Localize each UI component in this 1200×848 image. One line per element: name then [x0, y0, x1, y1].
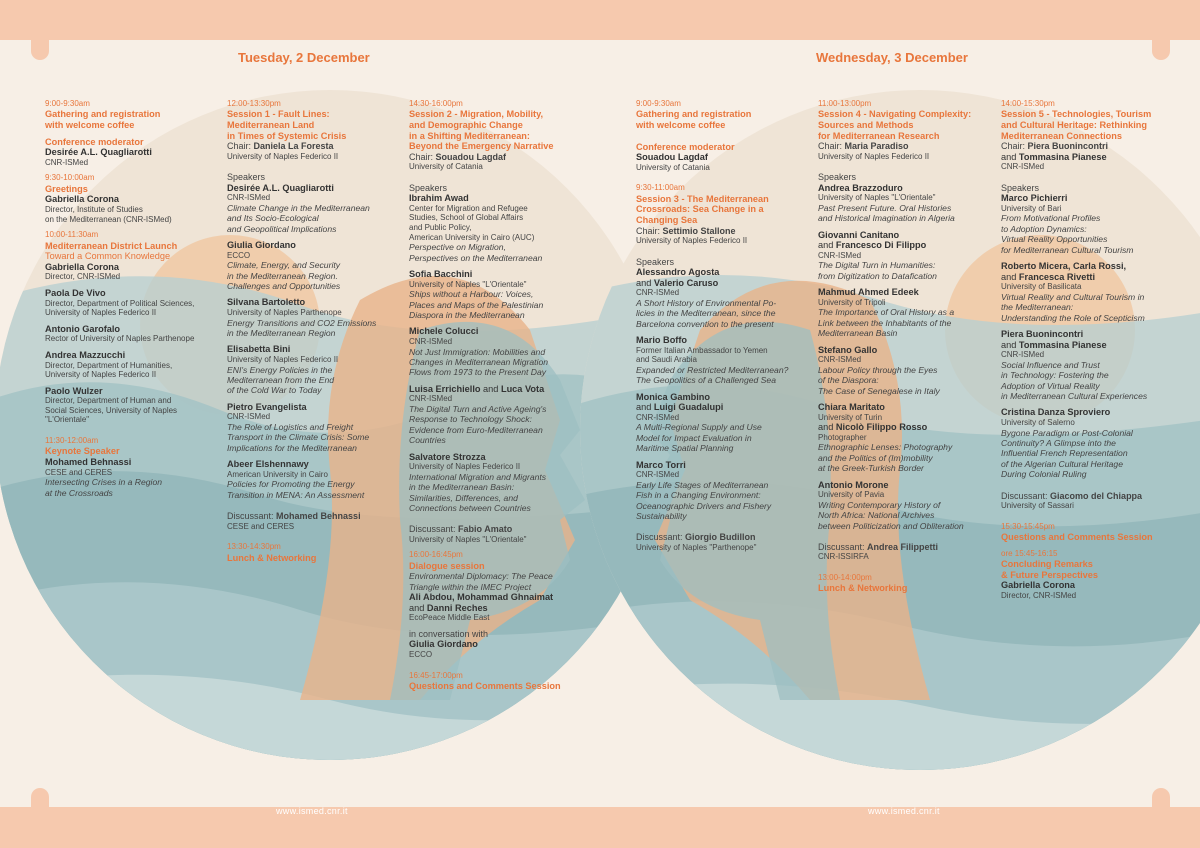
speaker-affiliation: University of Basilicata — [1001, 282, 1082, 292]
speaker-names: and Francesca Rivetti — [1001, 271, 1095, 282]
speaker-name: Chiara Maritato — [818, 402, 885, 412]
chair-name: Souadou Lagdaf — [435, 151, 507, 162]
talk-title: from Digitization to Datafication — [818, 270, 937, 281]
speaker-name: Mohamed Behnassi — [45, 457, 132, 468]
speaker-name: Roberto Micera, Carla Rossi, — [1001, 261, 1127, 271]
speaker-names: and Nicolò Filippo Rosso — [818, 422, 928, 433]
chair-name: Daniela La Foresta — [253, 141, 334, 152]
chair-affiliation: University of Naples Federico II — [636, 235, 748, 245]
chair-line: Chair: Souadou Lagdaf — [409, 151, 507, 162]
speaker-name: Mahmud Ahmed Edeek — [818, 287, 919, 298]
session-title: Gathering and registration — [636, 109, 752, 120]
speakers-label: Speakers — [818, 172, 857, 183]
talk-title: in the Mediterranean Basin: — [409, 482, 515, 493]
speaker-affiliation: University of Turin — [818, 412, 883, 422]
session-title: with welcome coffee — [636, 120, 726, 130]
talk-title: Transport in the Climate Crisis: Some — [227, 432, 370, 443]
talk-title: in the Mediterranean Region. — [227, 270, 338, 281]
talk-title: of the Cold War to Today — [227, 385, 322, 396]
talk-title: Climate, Energy, and Security — [227, 260, 341, 271]
chair-name: Settimio Stallone — [662, 225, 736, 236]
speaker-affiliation: CNR-ISMed — [818, 250, 862, 260]
session-title: for Mediterranean Research — [818, 130, 940, 141]
session-title: Questions and Comments Session — [1001, 532, 1153, 543]
speaker-name: Pietro Evangelista — [227, 401, 307, 412]
chair-name: Piera Buonincontri — [1027, 141, 1109, 152]
talk-title: in Mediterranean Cultural Experiences — [1001, 391, 1148, 401]
discussant-line: Discussant: Fabio Amato — [409, 524, 513, 535]
speaker-affiliation: Director, CNR-ISMed — [45, 272, 121, 282]
discussant-line: Discussant: Andrea Filippetti — [818, 542, 939, 552]
talk-title: Maritime Spatial Planning — [636, 443, 734, 454]
speakers-label: Speakers — [636, 256, 675, 267]
speaker-affiliation: Director, Department of Political Sciences, — [45, 298, 195, 308]
talk-title: Climate Change in the Mediterranean — [227, 202, 370, 213]
speaker-affiliation: Director, Department of Human and — [45, 396, 172, 406]
speaker-affiliation: University of Naples "L'Orientale" — [409, 279, 527, 289]
talk-title: Mediterranean from the End — [227, 375, 335, 385]
talk-title: The Digital Turn in Humanities: — [818, 260, 936, 271]
discussant-affiliation: CNR-ISSIRFA — [818, 552, 869, 562]
talk-title: The Role of Logistics and Freight — [227, 422, 354, 432]
discussant-line: Discussant: Giacomo del Chiappa — [1001, 490, 1143, 501]
speaker-name: Piera Buonincontri — [1001, 329, 1084, 339]
talk-title: Writing Contemporary History of — [818, 499, 941, 510]
session-title: Beyond the Emergency Narrative — [409, 141, 554, 152]
talk-title: During Colonial Ruling — [1001, 469, 1087, 480]
speaker-name: Monica Gambino — [636, 391, 711, 402]
speaker-affiliation: University of Bari — [1001, 203, 1062, 213]
speaker-affiliation: Studies, School of Global Affairs — [409, 213, 524, 223]
speaker-names: and Tommasina Pianese — [1001, 151, 1107, 162]
session-title: Greetings — [45, 183, 88, 194]
speaker-name: Paola De Vivo — [45, 287, 106, 298]
talk-title: Connections between Countries — [409, 503, 531, 513]
moderator-affiliation: CNR-ISMed — [45, 157, 89, 167]
session-title: Session 3 - The Mediterranean — [636, 193, 769, 204]
talk-title: Virtual Reality Opportunities — [1001, 234, 1108, 245]
session-time: 13:00-14:00pm — [818, 573, 872, 582]
discussant-affiliation: CESE and CERES — [227, 521, 295, 531]
talk-title: in Technology: Fostering the — [1001, 370, 1109, 381]
session-title: & Future Perspectives — [1001, 569, 1099, 580]
speaker-name: Marco Pichierri — [1001, 193, 1068, 204]
speaker-name: Gabriella Corona — [45, 261, 120, 272]
discussant-line: Discussant: Giorgio Budillon — [636, 532, 756, 543]
session-title: Questions and Comments Session — [409, 681, 561, 691]
talk-title: of the Algerian Cultural Heritage — [1001, 458, 1123, 469]
speaker-name: Marco Torri — [636, 459, 686, 470]
session-time: 11:00-13:00pm — [818, 99, 872, 108]
session-time: 12:00-13:30pm — [227, 99, 281, 108]
moderator-label: Conference moderator — [45, 136, 144, 147]
session-title: Session 2 - Migration, Mobility, — [409, 109, 544, 120]
speaker-name: Giulia Giordano — [227, 240, 296, 250]
talk-title: Understanding the Role of Scepticism — [1001, 312, 1145, 323]
speaker-affiliation: ECCO — [409, 650, 433, 659]
session-title: Session 5 - Technologies, Tourism — [1001, 109, 1152, 120]
session-title: Session 1 - Fault Lines: — [227, 109, 330, 120]
session-time: 16:45-17:00pm — [409, 670, 463, 680]
speaker-affiliation: University of Naples Federico II — [227, 355, 339, 364]
talk-title: Expanded or Restricted Mediterranean? — [636, 364, 789, 375]
talk-title: between Politicization and Obliteration — [818, 520, 964, 531]
conversation-label: in conversation with — [409, 629, 489, 639]
session-title: and Demographic Change — [409, 120, 523, 130]
speaker-name: Paolo Wulzer — [45, 385, 103, 396]
session-title: Lunch & Networking — [227, 552, 317, 563]
talk-title: at the Crossroads — [45, 487, 113, 498]
talk-title: International Migration and Migrants — [409, 471, 547, 482]
chair-line: Chair: Piera Buonincontri — [1001, 141, 1109, 152]
speaker-affiliation: CNR-ISMed — [1001, 350, 1045, 360]
talk-title: licies in the Mediterranean, since the — [636, 308, 776, 319]
talk-title: Diaspora in the Mediterranean — [409, 309, 525, 320]
day-title-wednesday: Wednesday, 3 December — [816, 50, 968, 65]
talk-title: at the Greek-Turkish Border — [818, 463, 924, 474]
talk-title: Places and Maps of the Palestinian — [409, 299, 544, 310]
session-title: Dialogue session — [409, 560, 485, 571]
session-title: Gathering and registration — [45, 109, 161, 120]
speaker-name: Alessandro Agosta — [636, 266, 720, 277]
chair-name: Maria Paradiso — [844, 141, 909, 152]
discussant-line: Discussant: Mohamed Behnassi — [227, 511, 361, 522]
session-time: 13:30-14:30pm — [227, 542, 281, 552]
talk-title: ENI's Energy Policies in the — [227, 364, 333, 375]
session-time: 15:30-15:45pm — [1001, 521, 1055, 531]
talk-title: Labour Policy through the Eyes — [818, 364, 938, 375]
session-title: Changing Sea — [636, 214, 698, 225]
session-time: 14:30-16:00pm — [409, 99, 463, 108]
talk-title: North Africa: National Archives — [818, 510, 935, 521]
speaker-affiliation: University of Naples Federico II — [45, 370, 157, 380]
talk-title: Flows from 1973 to the Present Day — [409, 367, 547, 378]
chair-line: Chair: Maria Paradiso — [818, 141, 909, 152]
speaker-name: Silvana Bartoletto — [227, 297, 306, 308]
session-subtitle: Toward a Common Knowledge — [45, 251, 171, 262]
speaker-affiliation: and Public Policy, — [409, 222, 472, 232]
talk-title: Early Life Stages of Mediterranean — [636, 479, 769, 490]
speaker-name: Cristina Danza Sproviero — [1001, 407, 1111, 418]
speaker-affiliation: University of Salerno — [1001, 418, 1075, 427]
speaker-affiliation: University of Tripoli — [818, 297, 886, 307]
speaker-affiliation: CNR-ISMed — [636, 470, 680, 480]
speaker-name: Desirée A.L. Quagliarotti — [227, 182, 334, 193]
speakers-label: Speakers — [409, 182, 448, 193]
speaker-affiliation: University of Pavia — [818, 490, 885, 500]
tuesday-morning-column — [45, 99, 220, 498]
session-time: 9:00-9:30am — [636, 99, 681, 108]
talk-title: Environmental Diplomacy: The Peace — [409, 571, 553, 582]
speaker-name: Sofia Bacchini — [409, 268, 473, 279]
discussant-name: Fabio Amato — [458, 524, 513, 535]
session-title: and Cultural Heritage: Rethinking — [1001, 120, 1147, 130]
talk-title: Challenges and Opportunities — [227, 281, 341, 291]
speaker-affiliation: CNR-ISMed — [409, 336, 453, 346]
talk-title: Policies for Promoting the Energy — [227, 479, 355, 490]
talk-title: A Multi-Regional Supply and Use — [636, 422, 762, 433]
tuesday-session2-column — [409, 99, 594, 692]
session-time: 11:30-12:00am — [45, 436, 99, 446]
speaker-affiliation: CESE and CERES — [45, 467, 113, 477]
speakers-label: Speakers — [227, 172, 266, 183]
session-time: ore 15:45-16:15 — [1001, 548, 1058, 558]
speaker-affiliation: American University in Cairo — [227, 469, 328, 479]
talk-title: Fish in a Changing Environment: — [636, 490, 761, 501]
speaker-names: Luisa Errichiello and Luca Vota — [409, 383, 545, 394]
wednesday-session4-column — [818, 99, 998, 594]
speaker-name: Antonio Morone — [818, 479, 889, 490]
speaker-name: Gabriella Corona — [45, 194, 120, 205]
chair-affiliation: University of Naples Federico II — [818, 151, 930, 161]
talk-title: Changes in Mediterranean Migration — [409, 356, 549, 367]
talk-title: of the Diaspora: — [818, 375, 879, 386]
talk-title: Countries — [409, 435, 446, 446]
speaker-affiliation: University of Naples Federico II — [409, 462, 521, 472]
wednesday-session5-column — [1001, 99, 1189, 600]
speaker-name: Michele Colucci — [409, 326, 479, 337]
session-time: 9:30-11:00am — [636, 183, 685, 193]
speaker-affiliation: University of Naples Parthenope — [227, 308, 342, 317]
talk-title: and the Politics of (Im)mobility — [818, 452, 933, 463]
session-title: Mediterranean Land — [227, 120, 315, 130]
speaker-names: and Francesco Di Filippo — [818, 240, 927, 251]
speaker-name: Abeer Elshennawy — [227, 459, 309, 470]
talk-title: Not Just Immigration: Mobilities and — [409, 346, 546, 357]
moderator-affiliation: University of Catania — [636, 162, 710, 172]
speaker-name: Ali Abdou, Mohammad Ghnaimat — [409, 592, 554, 603]
talk-title: Response to Technology Shock: — [409, 414, 532, 425]
speaker-affiliation: CNR-ISMed — [636, 288, 680, 298]
talk-title: Energy Transitions and CO2 Emissions — [227, 317, 377, 328]
speaker-affiliation: CNR-ISMed — [636, 412, 680, 422]
talk-title: Similarities, Differences, and — [409, 492, 518, 503]
wednesday-session3-column — [636, 99, 808, 552]
speaker-affiliation: Director, Institute of Studies — [45, 204, 143, 214]
session-title: Concluding Remarks — [1001, 559, 1093, 570]
session-title: Lunch & Networking — [818, 583, 908, 594]
speaker-name: Andrea Mazzucchi — [45, 349, 126, 360]
footer-url-right: www.ismed.cnr.it — [868, 806, 940, 816]
talk-title: and Historical Imagination in Algeria — [818, 213, 955, 224]
discussant-affiliation: University of Naples "Parthenope" — [636, 542, 757, 552]
speaker-affiliation: Rector of University of Naples Parthenope — [45, 334, 195, 344]
speaker-name: Salvatore Strozza — [409, 451, 486, 462]
talk-title: Intersecting Crises in a Region — [45, 477, 163, 488]
session-title: Keynote Speaker — [45, 446, 120, 457]
talk-title: Link between the Inhabitants of the — [818, 317, 952, 328]
footer-url-left: www.ismed.cnr.it — [276, 806, 348, 816]
speaker-affiliation: and Saudi Arabia — [636, 355, 697, 365]
session-title: Crossroads: Sea Change in a — [636, 204, 764, 215]
talk-title: Model for Impact Evaluation in — [636, 432, 752, 443]
speaker-names: and Luigi Guadalupi — [636, 402, 724, 413]
chair-line: Chair: Settimio Stallone — [636, 225, 736, 236]
discussant-name: Mohamed Behnassi — [276, 511, 361, 522]
speaker-name: Antonio Garofalo — [45, 323, 121, 334]
talk-title: Triangle within the IMEC Project — [409, 581, 532, 592]
speaker-affiliation: Director, CNR-ISMed — [1001, 590, 1077, 600]
talk-title: Implications for the Mediterranean — [227, 442, 357, 453]
chair-line: Chair: Daniela La Foresta — [227, 141, 334, 152]
moderator-label: Conference moderator — [636, 141, 735, 152]
speaker-name: Elisabetta Bini — [227, 344, 291, 355]
speaker-affiliation: Photographer — [818, 432, 867, 442]
chair-affiliation: CNR-ISMed — [1001, 162, 1045, 172]
speaker-name: Gabriella Corona — [1001, 580, 1076, 591]
talk-title: Adoption of Virtual Reality — [1001, 380, 1100, 391]
talk-title: Oceanographic Drivers and Fishery — [636, 500, 772, 511]
session-time: 16:00-16:45pm — [409, 550, 463, 560]
speaker-affiliation: Former Italian Ambassador to Yemen — [636, 345, 768, 355]
speaker-names: and Tommasina Pianese — [1001, 339, 1107, 350]
talk-title: The Digital Turn and Active Ageing's — [409, 403, 547, 414]
session-title: with welcome coffee — [45, 120, 135, 130]
speaker-affiliation: American University in Cairo (AUC) — [409, 232, 535, 242]
talk-title: Perspective on Migration, — [409, 242, 506, 253]
speaker-affiliation: EcoPeace Middle East — [409, 613, 490, 623]
speaker-name: Mario Boffo — [636, 334, 688, 345]
speaker-name: Ibrahim Awad — [409, 193, 469, 204]
talk-title: Transition in MENA: An Assessment — [227, 489, 365, 500]
talk-title: to Adoption Dynamics: — [1001, 223, 1087, 234]
speaker-name: Giulia Giordano — [409, 639, 478, 650]
talk-title: The Importance of Oral History as a — [818, 307, 955, 318]
talk-title: A Short History of Environmental Po- — [636, 297, 777, 308]
speaker-name: Giovanni Canitano — [818, 229, 900, 240]
discussant-affiliation: University of Naples "L'Orientale" — [409, 534, 527, 544]
moderator-name: Desirée A.L. Quagliarotti — [45, 147, 152, 158]
talk-title: Social Influence and Trust — [1001, 359, 1100, 370]
speaker-name: Andrea Brazzoduro — [818, 182, 903, 193]
session-title: Session 4 - Navigating Complexity: — [818, 109, 972, 120]
speaker-affiliation: Center for Migration and Refugee — [409, 203, 528, 213]
talk-title: From Motivational Profiles — [1001, 213, 1101, 224]
talk-title: and Its Socio-Ecological — [227, 213, 319, 224]
talk-title: for Mediterranean Cultural Tourism — [1001, 244, 1134, 255]
discussant-name: Giorgio Budillon — [685, 532, 756, 543]
tuesday-session1-column — [227, 99, 405, 563]
talk-title: The Geopolitics of a Challenged Sea — [636, 375, 776, 386]
speaker-affiliation: CNR-ISMed — [818, 355, 862, 365]
session-title: in Times of Systemic Crisis — [227, 130, 347, 141]
speaker-affiliation: CNR-ISMed — [227, 412, 271, 422]
session-time: 9:30-10:00am — [45, 173, 95, 183]
speaker-names: and Danni Reches — [409, 602, 488, 613]
talk-title: Barcelona convention to the present — [636, 318, 774, 329]
speaker-affiliation: Social Sciences, University of Naples — [45, 405, 178, 415]
speaker-affiliation: CNR-ISMed — [409, 394, 453, 404]
speaker-affiliation: University of Naples "L'Orientale" — [818, 193, 936, 203]
session-title: Mediterranean Connections — [1001, 130, 1122, 141]
talk-title: Virtual Reality and Cultural Tourism in — [1001, 291, 1145, 302]
discussant-affiliation: University of Sassari — [1001, 501, 1074, 511]
talk-title: Continuity? A Glimpse into the — [1001, 438, 1116, 448]
session-title: Sources and Methods — [818, 120, 914, 130]
session-title: in a Shifting Mediterranean: — [409, 130, 530, 141]
talk-title: in the Mediterranean Region — [227, 328, 336, 338]
talk-title: Evidence from Euro-Mediterranean — [409, 424, 543, 435]
speaker-affiliation: Director, Department of Humanities, — [45, 360, 173, 370]
speaker-affiliation: University of Naples Federico II — [45, 308, 157, 318]
talk-title: Bygone Paradigm or Post-Colonial — [1001, 427, 1133, 438]
talk-title: Mediterranean Basin — [818, 328, 898, 339]
speaker-affiliation: CNR-ISMed — [227, 193, 271, 203]
speaker-names: and Valerio Caruso — [636, 277, 719, 288]
talk-title: the Mediterranean: — [1001, 302, 1074, 313]
talk-title: Perspectives on the Mediterranean — [409, 252, 543, 263]
speaker-affiliation: on the Mediterranean (CNR-ISMed) — [45, 214, 172, 224]
moderator-name: Souadou Lagdaf — [636, 152, 708, 163]
talk-title: The Case of Senegalese in Italy — [818, 385, 940, 396]
talk-title: Ships without a Harbour: Voices, — [409, 289, 534, 300]
discussant-name: Andrea Filippetti — [867, 542, 939, 552]
day-title-tuesday: Tuesday, 2 December — [238, 50, 370, 65]
speaker-affiliation: "L'Orientale" — [45, 415, 90, 425]
talk-title: Ethnographic Lenses: Photography — [818, 442, 953, 453]
discussant-name: Giacomo del Chiappa — [1050, 490, 1143, 501]
session-time: 9:00-9:30am — [45, 99, 90, 108]
speaker-name: Stefano Gallo — [818, 344, 878, 355]
talk-title: and Geopolitical Implications — [227, 223, 337, 234]
chair-affiliation: University of Naples Federico II — [227, 151, 339, 161]
session-title: Mediterranean District Launch — [45, 240, 178, 251]
talk-title: Past Present Future. Oral Histories — [818, 202, 952, 213]
talk-title: Influential French Representation — [1001, 448, 1128, 459]
talk-title: Sustainability — [636, 510, 687, 521]
chair-affiliation: University of Catania — [409, 162, 483, 172]
session-time: 10:00-11:30am — [45, 230, 99, 240]
speaker-affiliation: ECCO — [227, 250, 251, 260]
session-time: 14:00-15:30pm — [1001, 99, 1055, 108]
speakers-label: Speakers — [1001, 182, 1040, 193]
